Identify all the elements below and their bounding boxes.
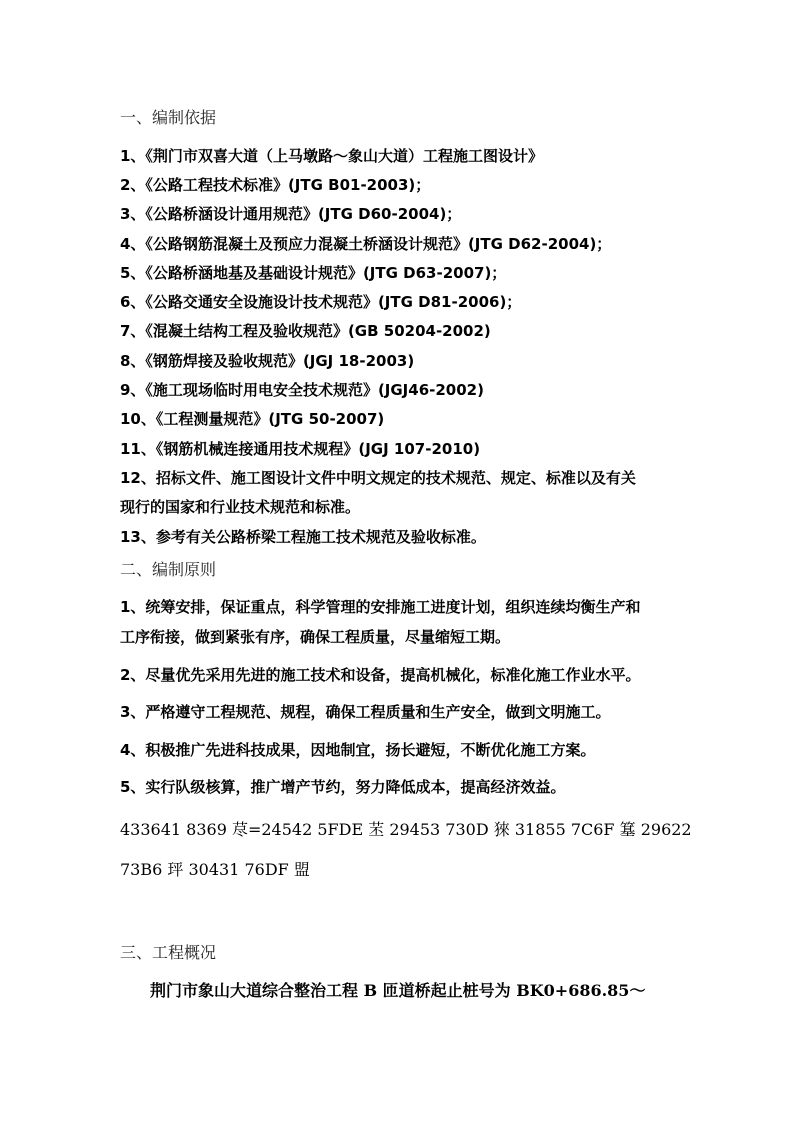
basis-item-9: 9、《施工现场临时用电安全技术规范》(JGJ46-2002) bbox=[120, 381, 484, 399]
basis-item-2: 2、《公路工程技术标准》(JTG B01-2003)； bbox=[120, 176, 431, 194]
basis-item-1: 1、《荆门市双喜大道（上马墩路～象山大道）工程施工图设计》 bbox=[120, 147, 543, 165]
section-heading-overview: 三、工程概况 bbox=[120, 943, 217, 962]
garbled-text-line-2: 73B6 玶 30431 76DF 盟 bbox=[120, 860, 310, 879]
basis-item-5: 5、《公路桥涵地基及基础设计规范》(JTG D63-2007)； bbox=[120, 264, 507, 282]
basis-item-8: 8、《钢筋焊接及验收规范》(JGJ 18-2003) bbox=[120, 352, 415, 370]
basis-item-7: 7、《混凝土结构工程及验收规范》(GB 50204-2002) bbox=[120, 322, 491, 340]
basis-item-3: 3、《公路桥涵设计通用规范》(JTG D60-2004)； bbox=[120, 205, 462, 223]
garbled-text-line-1: 433641 8369 荩=24542 5FDE 苤 29453 730D 猍 31855 7C6F 簊 29622 bbox=[120, 820, 692, 839]
basis-item-12-continued: 现行的国家和行业技术规范和标准。 bbox=[120, 498, 361, 516]
basis-item-4: 4、《公路钢筋混凝土及预应力混凝土桥涵设计规范》(JTG D62-2004)； bbox=[120, 235, 612, 253]
principle-item-4: 4、积极推广先进科技成果，因地制宜，扬长避短，不断优化施工方案。 bbox=[120, 741, 596, 759]
section-heading-principles: 二、编制原则 bbox=[120, 560, 217, 579]
basis-item-13: 13、参考有关公路桥梁工程施工技术规范及验收标准。 bbox=[120, 528, 486, 546]
principle-item-1-continued: 工序衔接，做到紧张有序，确保工程质量，尽量缩短工期。 bbox=[120, 628, 511, 646]
basis-item-11: 11、《钢筋机械连接通用技术规程》(JGJ 107-2010) bbox=[120, 440, 481, 458]
principle-item-1: 1、统筹安排，保证重点，科学管理的安排施工进度计划，组织连续均衡生产和 bbox=[120, 598, 641, 616]
basis-item-10: 10、《工程测量规范》(JTG 50-2007) bbox=[120, 410, 385, 428]
basis-item-12: 12、招标文件、施工图设计文件中明文规定的技术规范、规定、标准以及有关 bbox=[120, 469, 636, 487]
section-heading-basis: 一、编制依据 bbox=[120, 108, 217, 127]
principle-item-5: 5、实行队级核算，推广增产节约，努力降低成本，提高经济效益。 bbox=[120, 778, 566, 796]
basis-item-6: 6、《公路交通安全设施设计技术规范》(JTG D81-2006)； bbox=[120, 293, 522, 311]
principle-item-2: 2、尽量优先采用先进的施工技术和设备，提高机械化，标准化施工作业水平。 bbox=[120, 666, 641, 684]
principle-item-3: 3、严格遵守工程规范、规程，确保工程质量和生产安全，做到文明施工。 bbox=[120, 703, 611, 721]
overview-paragraph: 荆门市象山大道综合整治工程 B 匝道桥起止桩号为 BK0+686.85～ bbox=[150, 981, 646, 1000]
